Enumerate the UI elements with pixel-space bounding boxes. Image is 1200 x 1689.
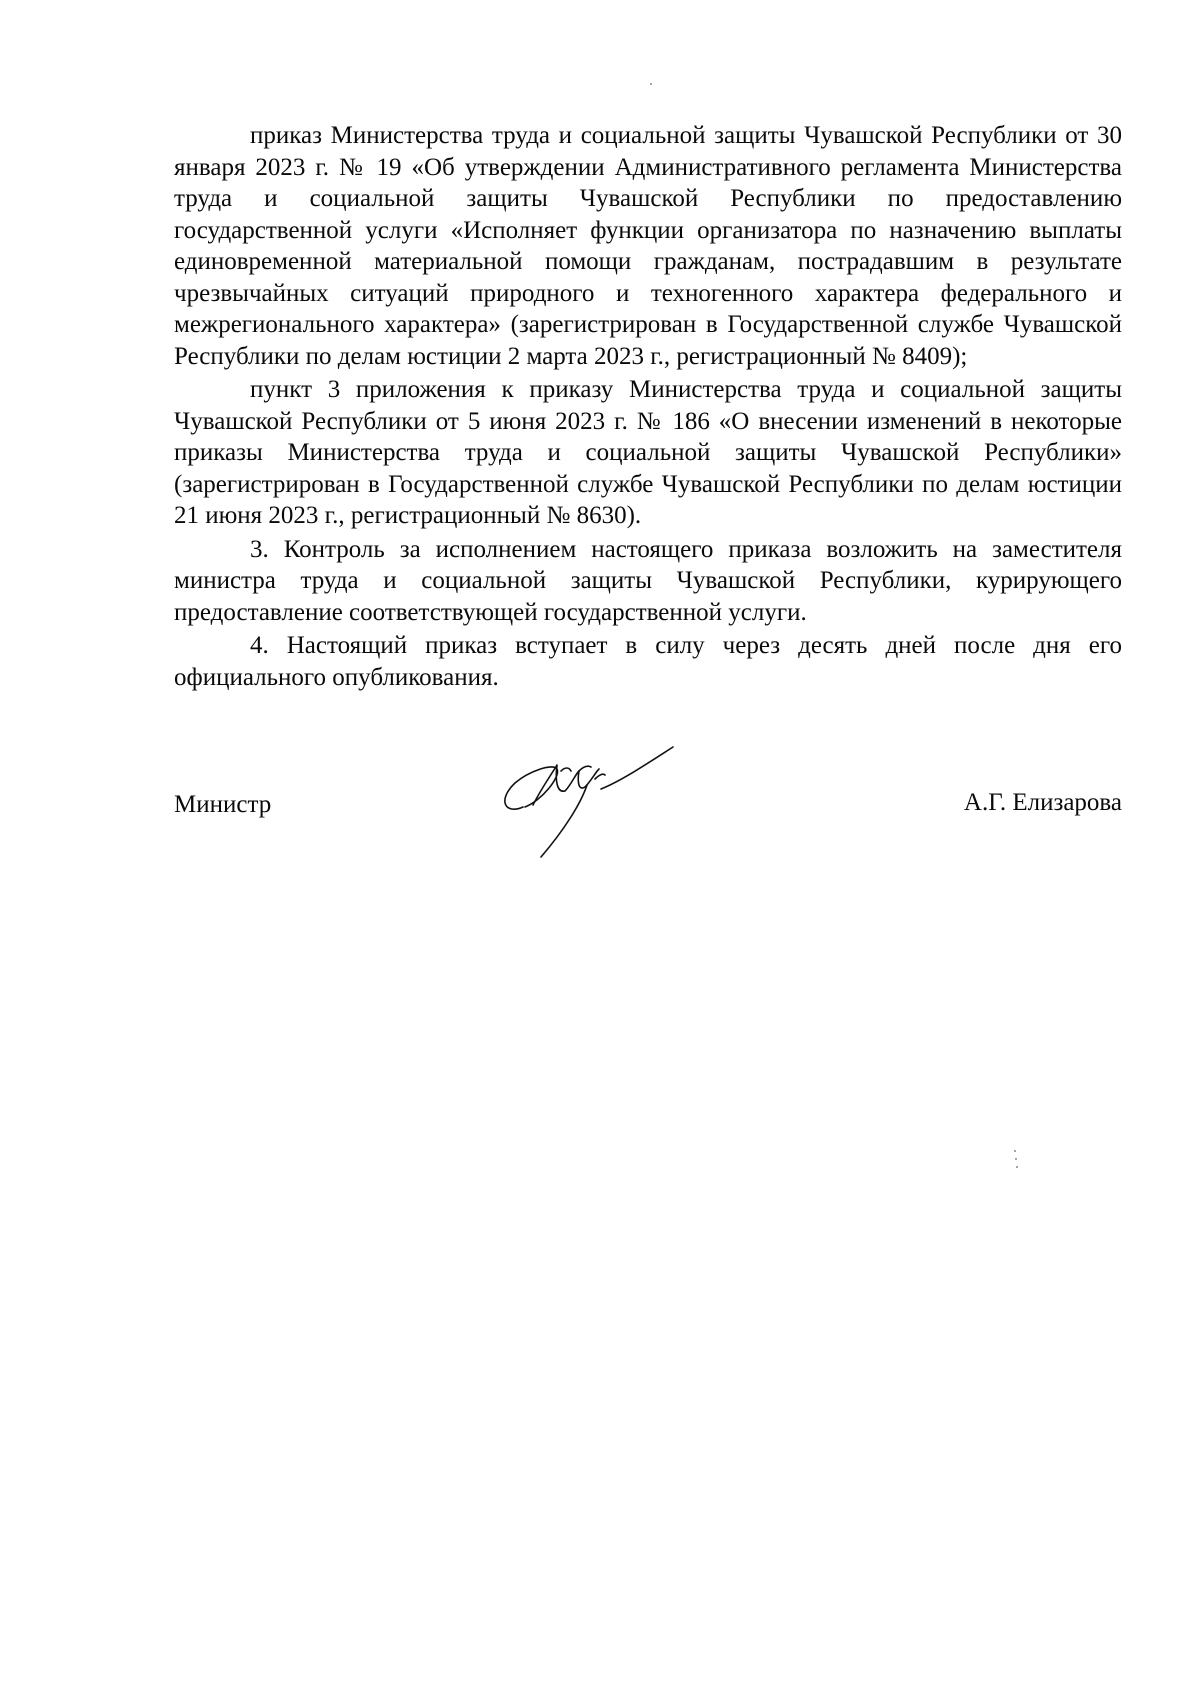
scan-speck <box>1015 1158 1017 1160</box>
scan-speck <box>1014 1150 1016 1152</box>
handwritten-signature <box>495 745 705 865</box>
scan-speck <box>1016 1166 1018 1168</box>
paragraph-control-clause: 3. Контроль за исполнением настоящего приказа возложить на заместителя министра труда и социальной защиты Чувашской Республики, курирующего предоставление соответствующей государственной услуги. <box>174 535 1122 626</box>
paragraph-order-186-reference: пункт 3 приложения к приказу Министерства труда и социальной защиты Чувашской Республики от 5 июня 2023 г. № 186 «О внесении изменений в некоторые приказы Министерства труда и социальной защиты Чувашской Республики» (зарегистрирован в Государственной службе Чувашской Республики по делам юстиции 21 июня 2023 г., регистрационный № 8630). <box>174 376 1122 529</box>
signatory-position: Министр <box>174 791 272 818</box>
document-body <box>174 120 1122 695</box>
paragraph-order-19-reference: приказ Министерства труда и социальной защиты Чувашской Республики от 30 января 2023 г. № 19 «Об утверждении Административного регламента Министерства труда и социальной защиты Чувашской Республики по предоставлению государственной услуги «Исполняет функции организатора по назначению выплаты единовременной материальной помощи гражданам, пострадавшим в результате чрезвычайных ситуаций природного и техногенного характера федерального и межрегионального характера» (зарегистрирован в Государственной службе Чувашской Республики по делам юстиции 2 марта 2023 г., регистрационный № 8409); <box>174 122 1122 370</box>
signatory-name: А.Г. Елизарова <box>963 789 1122 816</box>
paragraph-effective-date-clause: 4. Настоящий приказ вступает в силу через десять дней после дня его официального опубликования. <box>174 632 1122 691</box>
scan-speck <box>650 83 652 85</box>
